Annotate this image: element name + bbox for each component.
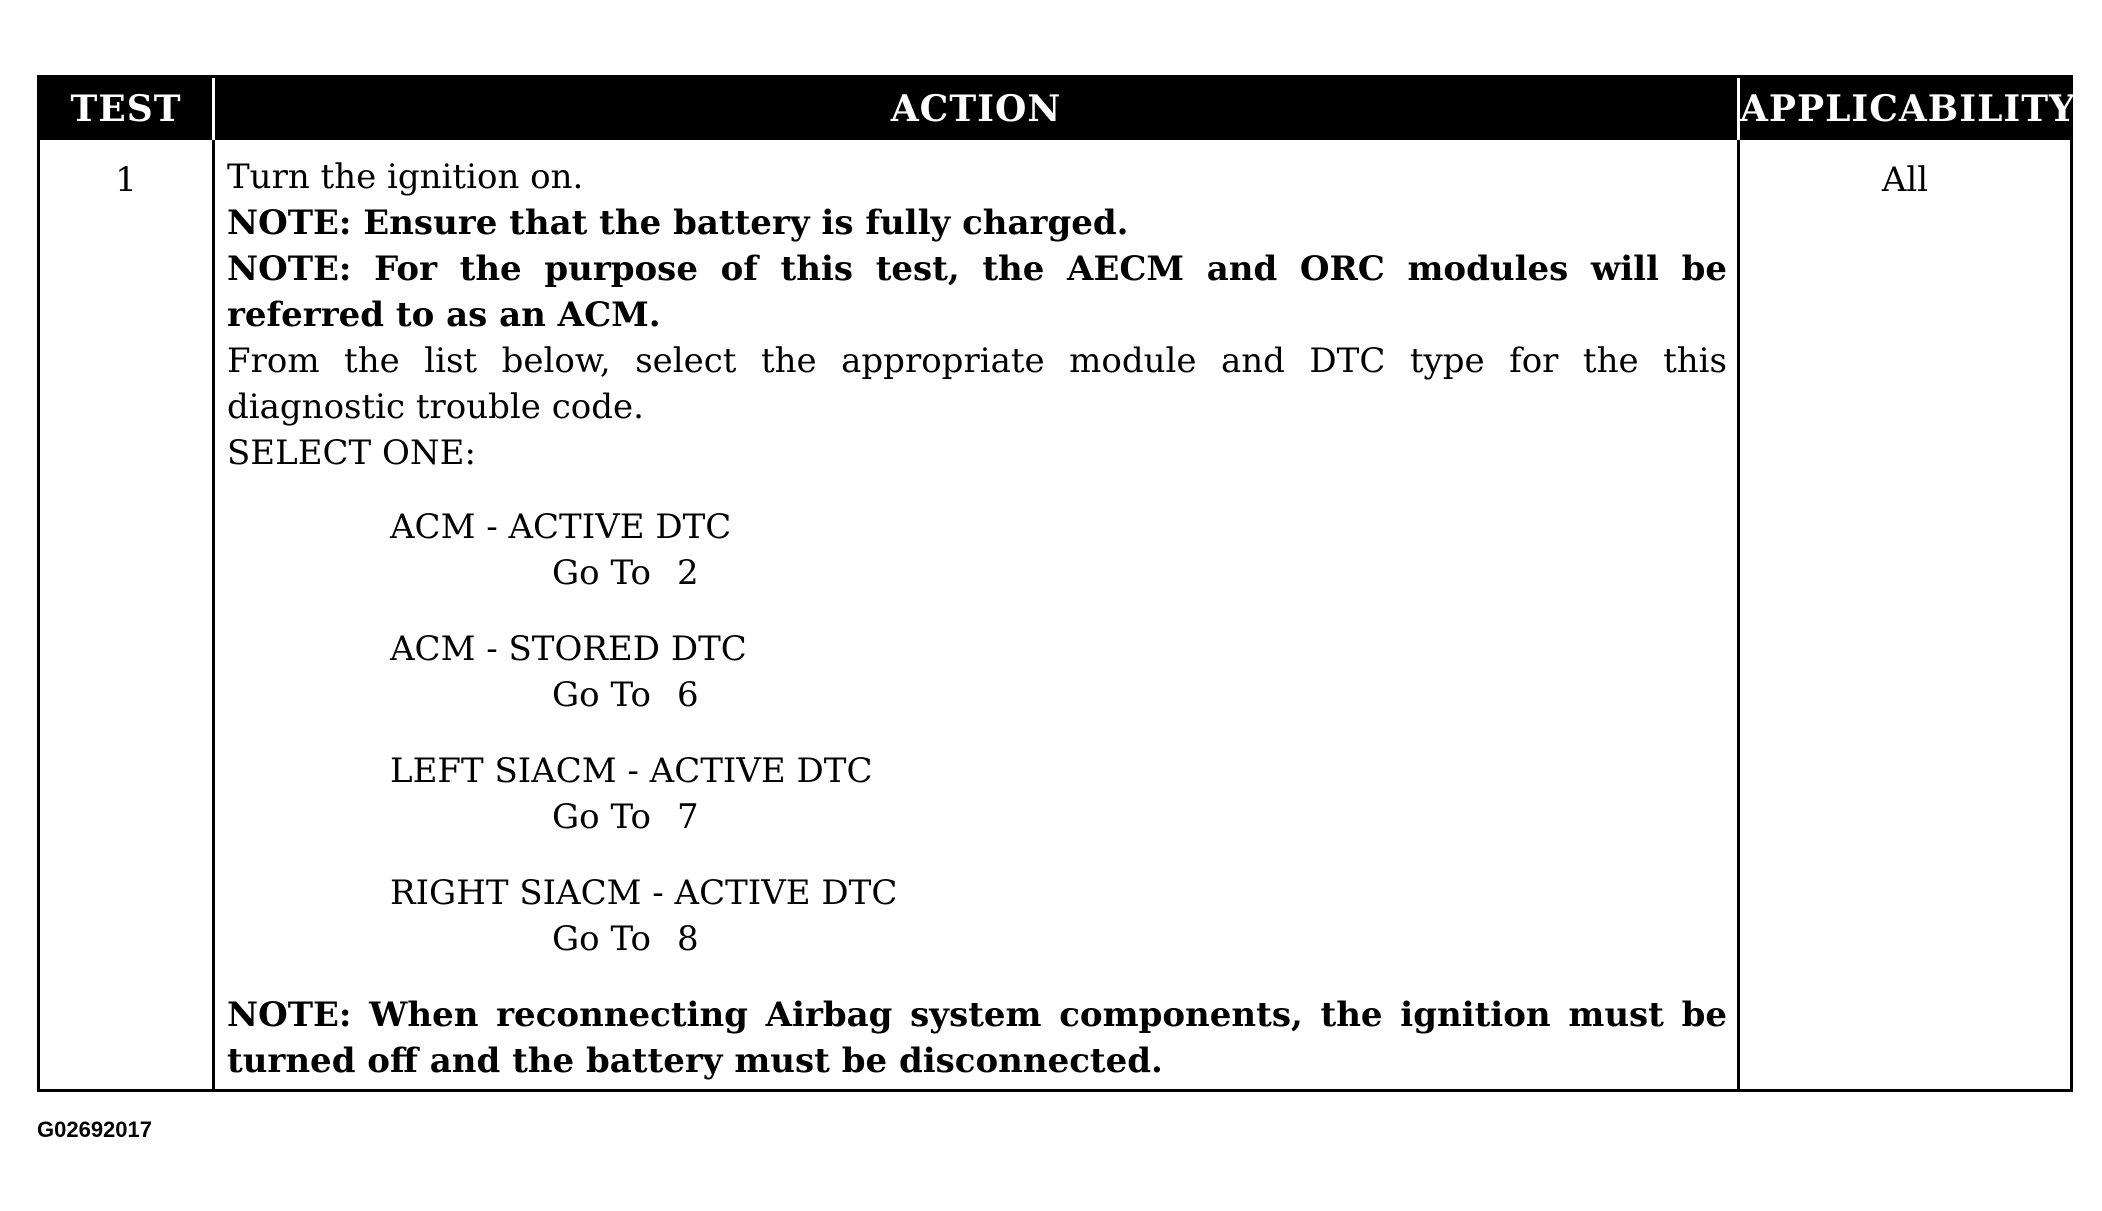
option-name: RIGHT SIACM - ACTIVE DTC xyxy=(390,873,898,913)
applicability-value: All xyxy=(1881,160,1929,200)
goto-number: 8 xyxy=(676,919,699,959)
option-goto[interactable] xyxy=(227,794,1727,840)
goto-number: 7 xyxy=(676,797,699,837)
goto-label: Go To xyxy=(552,919,651,959)
instruction-text: From the list below, select the appropriate module and DTC type for the this diagnostic trouble code. xyxy=(227,341,1727,427)
option-item xyxy=(227,748,1727,840)
note-acm: NOTE: For the purpose of this test, the AECM and ORC modules will be referred to as an ACM. xyxy=(227,249,1727,335)
option-item xyxy=(227,626,1727,718)
test-number: 1 xyxy=(115,160,137,200)
goto-number: 2 xyxy=(676,553,699,593)
goto-label: Go To xyxy=(552,675,651,715)
diagnostic-test-table xyxy=(37,75,2076,1092)
action-step: Turn the ignition on. xyxy=(227,157,584,197)
goto-label: Go To xyxy=(552,553,651,593)
select-one-label: SELECT ONE: xyxy=(227,433,476,473)
note-reconnect: NOTE: When reconnecting Airbag system components, the ignition must be turned off and the battery must be disconnected. xyxy=(227,995,1727,1081)
figure-code: G02692017 xyxy=(37,1117,152,1142)
options-list xyxy=(227,504,1727,962)
option-name: LEFT SIACM - ACTIVE DTC xyxy=(390,751,873,791)
option-item xyxy=(227,870,1727,962)
header-divider xyxy=(1737,78,1740,140)
goto-number: 6 xyxy=(676,675,699,715)
option-name: ACM - ACTIVE DTC xyxy=(390,507,732,547)
goto-label: Go To xyxy=(552,797,651,837)
header-applicability: APPLICABILITY xyxy=(1740,88,2076,130)
column-divider xyxy=(212,140,215,1089)
table-header xyxy=(40,78,2076,140)
option-goto[interactable] xyxy=(227,672,1727,718)
column-divider xyxy=(1737,140,1740,1089)
option-goto[interactable] xyxy=(227,916,1727,962)
option-item xyxy=(227,504,1727,596)
note-battery: NOTE: Ensure that the battery is fully charged. xyxy=(227,203,1129,243)
header-divider xyxy=(212,78,215,140)
header-action: ACTION xyxy=(890,88,1062,130)
option-name: ACM - STORED DTC xyxy=(390,629,747,669)
action-cell xyxy=(227,154,1727,1084)
option-goto[interactable] xyxy=(227,550,1727,596)
header-test: TEST xyxy=(70,88,182,130)
